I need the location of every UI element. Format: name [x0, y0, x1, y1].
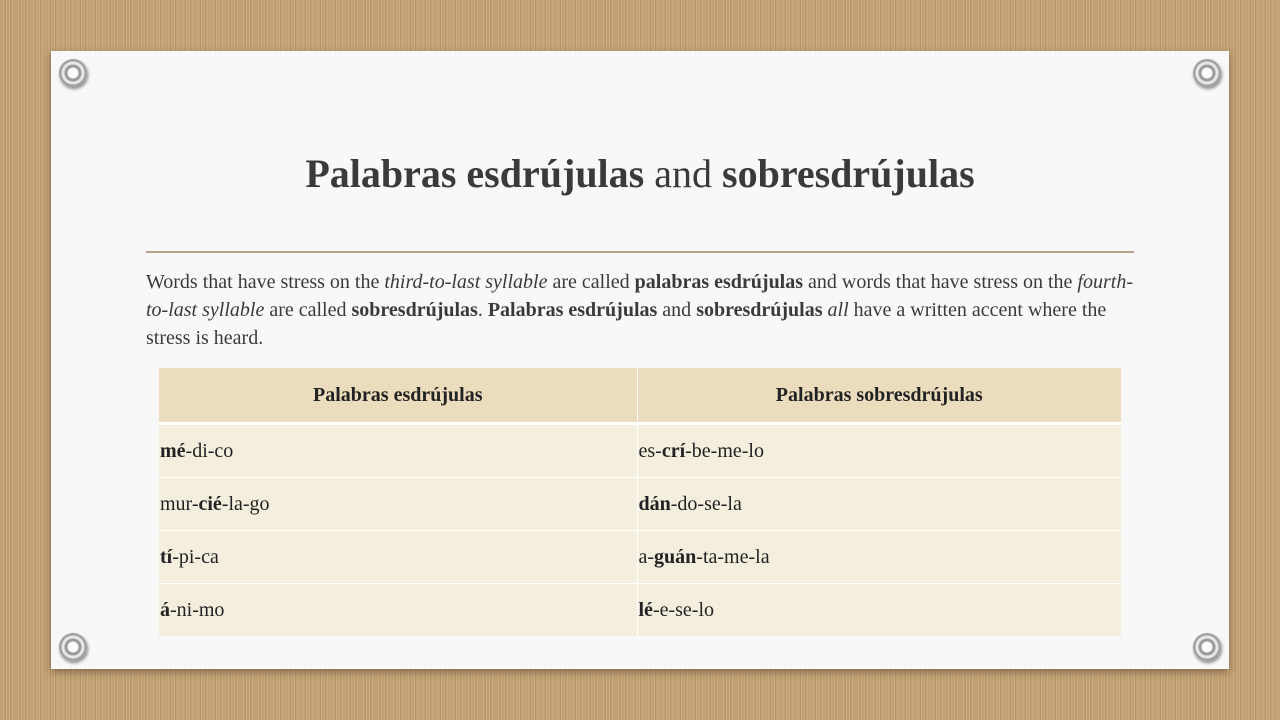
header-esdrujulas: Palabras esdrújulas — [159, 368, 637, 424]
esdrujula-word — [159, 424, 637, 478]
syllable: mur- — [160, 492, 199, 515]
esdrujula-word — [159, 478, 637, 531]
stressed-syllable: cié — [198, 492, 222, 515]
intro-segment: Palabras esdrújulas — [487, 299, 658, 321]
syllable: -ni-mo — [170, 598, 225, 621]
grommet-bottom-right-icon — [1193, 633, 1221, 661]
sobresdrujula-word — [637, 531, 1121, 584]
table-row — [159, 424, 1121, 478]
intro-segment: fourth-to-last syllable — [146, 271, 1133, 321]
stressed-syllable: crí — [661, 439, 686, 462]
stressed-syllable: á — [160, 598, 170, 621]
syllable: -di-co — [185, 439, 234, 462]
title-divider — [146, 251, 1134, 253]
sobresdrujula-word — [637, 424, 1121, 478]
intro-segment: sobresdrújulas — [696, 299, 823, 321]
intro-segment: and — [657, 299, 697, 321]
syllable: -be-me-lo — [685, 439, 764, 462]
intro-segment: all — [827, 299, 849, 321]
stressed-syllable: lé — [638, 598, 653, 621]
table-header-row — [159, 368, 1121, 424]
syllable: -ta-me-la — [696, 545, 770, 568]
title-term-sobresdrujulas: sobresdrújulas — [722, 151, 975, 196]
intro-segment: are called — [547, 271, 635, 293]
slide-title — [0, 150, 1280, 198]
intro-segment: and words that have stress on the — [803, 271, 1078, 293]
grommet-top-left-icon — [59, 59, 87, 87]
sobresdrujula-word — [637, 584, 1121, 637]
table-row — [159, 478, 1121, 531]
grommet-top-right-icon — [1193, 59, 1221, 87]
stressed-syllable: dán — [638, 492, 671, 515]
syllable: -la-go — [221, 492, 270, 515]
stressed-syllable: mé — [160, 439, 186, 462]
esdrujula-word — [159, 531, 637, 584]
sobresdrujula-word — [637, 478, 1121, 531]
intro-segment: are called — [264, 299, 352, 321]
stressed-syllable: guán — [654, 545, 697, 568]
title-conjunction: and — [644, 151, 723, 196]
syllable: a- — [638, 545, 655, 568]
title-term-esdrujulas: Palabras esdrújulas — [305, 151, 645, 196]
grommet-bottom-left-icon — [59, 633, 87, 661]
syllable: es- — [638, 439, 662, 462]
table-row — [159, 584, 1121, 637]
intro-paragraph — [146, 268, 1141, 352]
intro-segment: third-to-last syllable — [384, 271, 548, 293]
syllable: -e-se-lo — [652, 598, 715, 621]
intro-segment: . — [477, 299, 488, 321]
syllable-table — [159, 368, 1121, 636]
intro-segment: have a written accent where the stress is heard. — [146, 299, 1107, 349]
header-sobresdrujulas: Palabras sobresdrújulas — [637, 368, 1121, 424]
stressed-syllable: tí — [160, 545, 173, 568]
intro-segment: Words that have stress on the — [146, 271, 385, 293]
table-row — [159, 531, 1121, 584]
syllable: -do-se-la — [670, 492, 742, 515]
esdrujula-word — [159, 584, 637, 637]
intro-segment: palabras esdrújulas — [634, 271, 804, 293]
syllable: -pi-ca — [172, 545, 219, 568]
intro-segment: sobresdrújulas — [351, 299, 478, 321]
